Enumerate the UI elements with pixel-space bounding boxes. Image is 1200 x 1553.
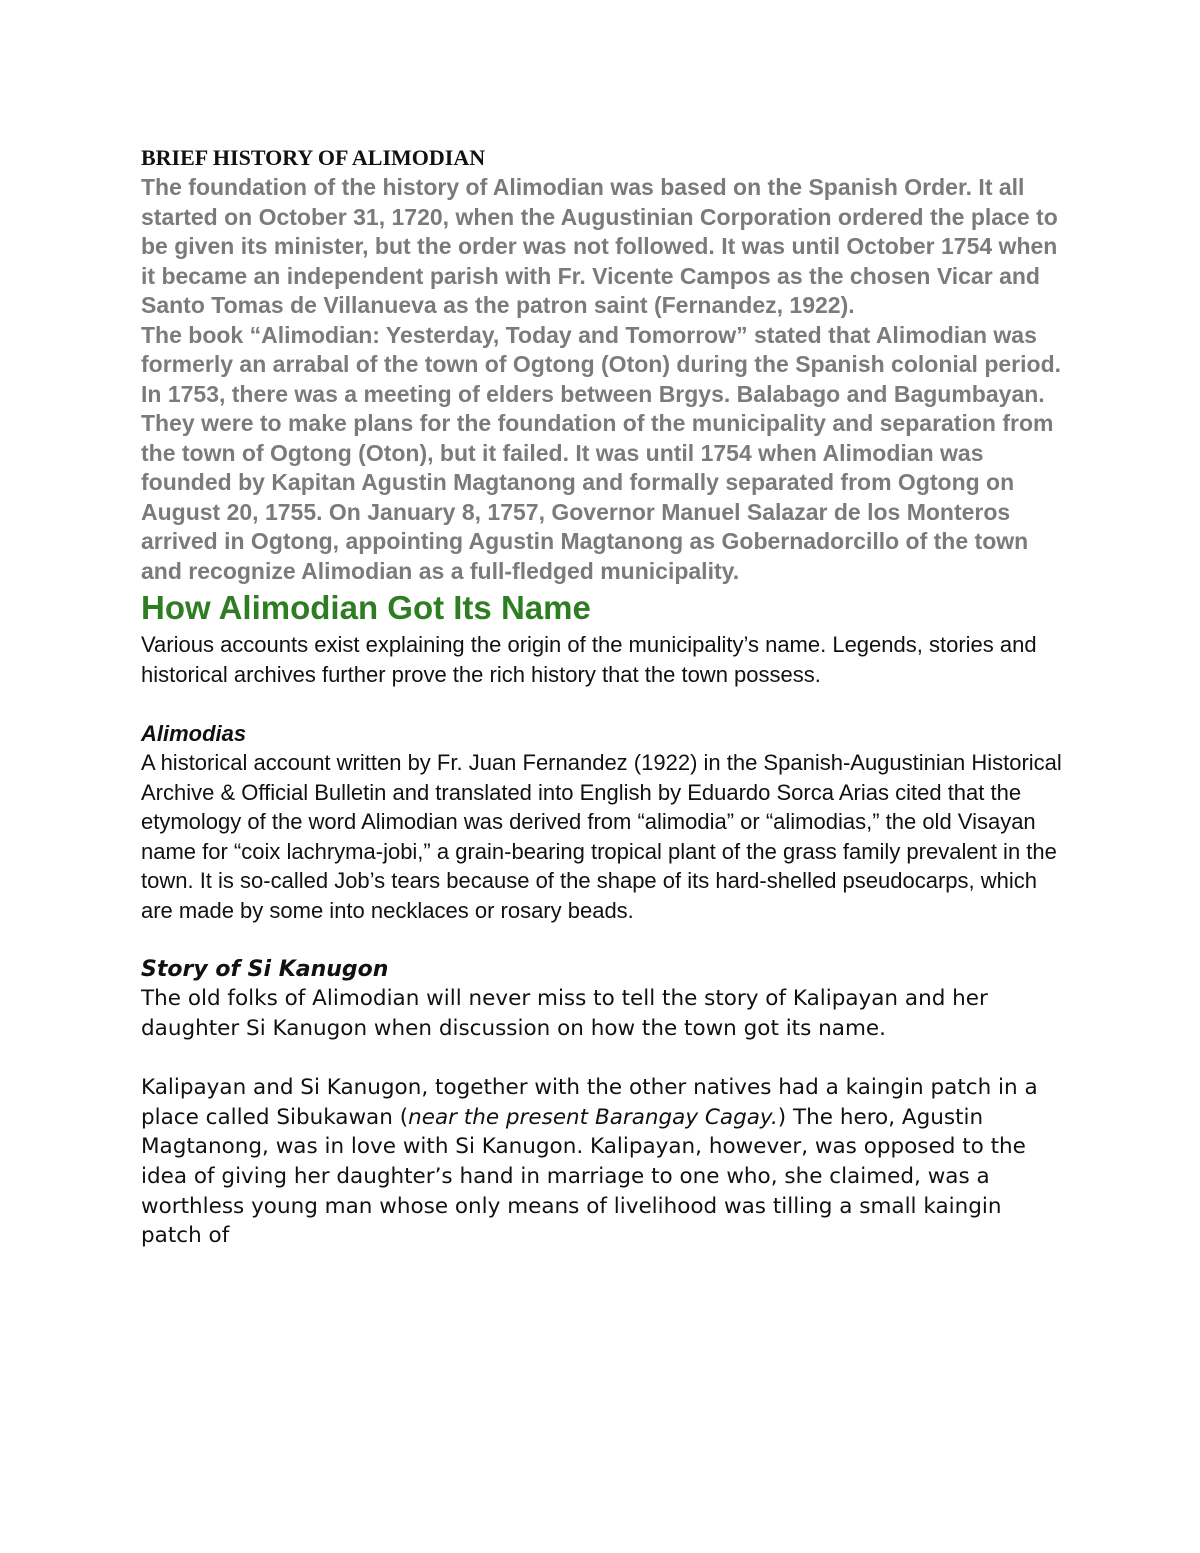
section-heading-name-origin: How Alimodian Got Its Name xyxy=(141,589,591,626)
kanugon-paragraph-2 xyxy=(141,1073,1066,1251)
subheading-kanugon: Story of Si Kanugon xyxy=(141,956,389,982)
alimodias-paragraph: A historical account written by Fr. Juan Fernandez (1922) in the Spanish-Augustinian Historical Archive & Official Bulletin and translated into English by Eduardo Sorca Arias cited that the etymology of the word Alimodian was derived from “alimodia” or “alimodias,” the old Visayan name for “coix lachryma-jobi,” a grain-bearing tropical plant of the grass family prevalent in the town. It is so-called Job’s tears because of the shape of its hard-shelled pseudocarps, which are made by some into necklaces or rosary beads. xyxy=(141,750,1062,923)
spacer xyxy=(141,689,1066,719)
spacer xyxy=(141,1043,1066,1073)
document-title: BRIEF HISTORY OF ALIMODIAN xyxy=(141,145,486,170)
kanugon-text-italic: near the present Barangay Cagay. xyxy=(408,1104,778,1130)
history-paragraph-2: The book “Alimodian: Yesterday, Today and Tomorrow” stated that Alimodian was formerly an arrabal of the town of Ogtong (Oton) during the Spanish colonial period. In 1753, there was a meeting of elders between Brgys. Balabago and Bagumbayan. They were to make plans for the foundation of the municipality and separation from the town of Ogtong (Oton), but it failed. It was until 1754 when Alimodian was founded by Kapitan Agustin Magtanong and formally separated from Ogtong on August 20, 1755. On January 8, 1757, Governor Manuel Salazar de los Monteros arrived in Ogtong, appointing Agustin Magtanong as Gobernadorcillo of the town and recognize Alimodian as a full-fledged municipality. xyxy=(141,321,1062,584)
kanugon-paragraph-1: The old folks of Alimodian will never miss to tell the story of Kalipayan and her daughter Si Kanugon when discussion on how the town got its name. xyxy=(141,986,988,1041)
history-paragraph-1: The foundation of the history of Alimodian was based on the Spanish Order. It all started on October 31, 1720, when the Augustinian Corporation ordered the place to be given its minister, but the order was not followed. It was until October 1754 when it became an independent parish with Fr. Vicente Campos as the chosen Vicar and Santo Tomas de Villanueva as the patron saint (Fernandez, 1922). xyxy=(141,174,1058,318)
kanugon-text-before: Kalipayan and Si Kanugon, together with the other natives had a kaingin patch in a place called Sibukawan ( xyxy=(141,1074,1038,1130)
kanugon-text-after: ) The hero, Agustin Magtanong, was in love with Si Kanugon. Kalipayan, however, was opposed to the idea of giving her daughter’s hand in marriage to one who, she claimed, was a worthless young man whose only means of livelihood was tilling a small kaingin patch of xyxy=(141,1104,1026,1249)
spacer xyxy=(141,925,1066,955)
name-origin-intro: Various accounts exist explaining the origin of the municipality’s name. Legends, stories and historical archives further prove the rich history that the town possess. xyxy=(141,632,1037,687)
document-page xyxy=(141,143,1066,1251)
subheading-alimodias: Alimodias xyxy=(141,720,247,746)
